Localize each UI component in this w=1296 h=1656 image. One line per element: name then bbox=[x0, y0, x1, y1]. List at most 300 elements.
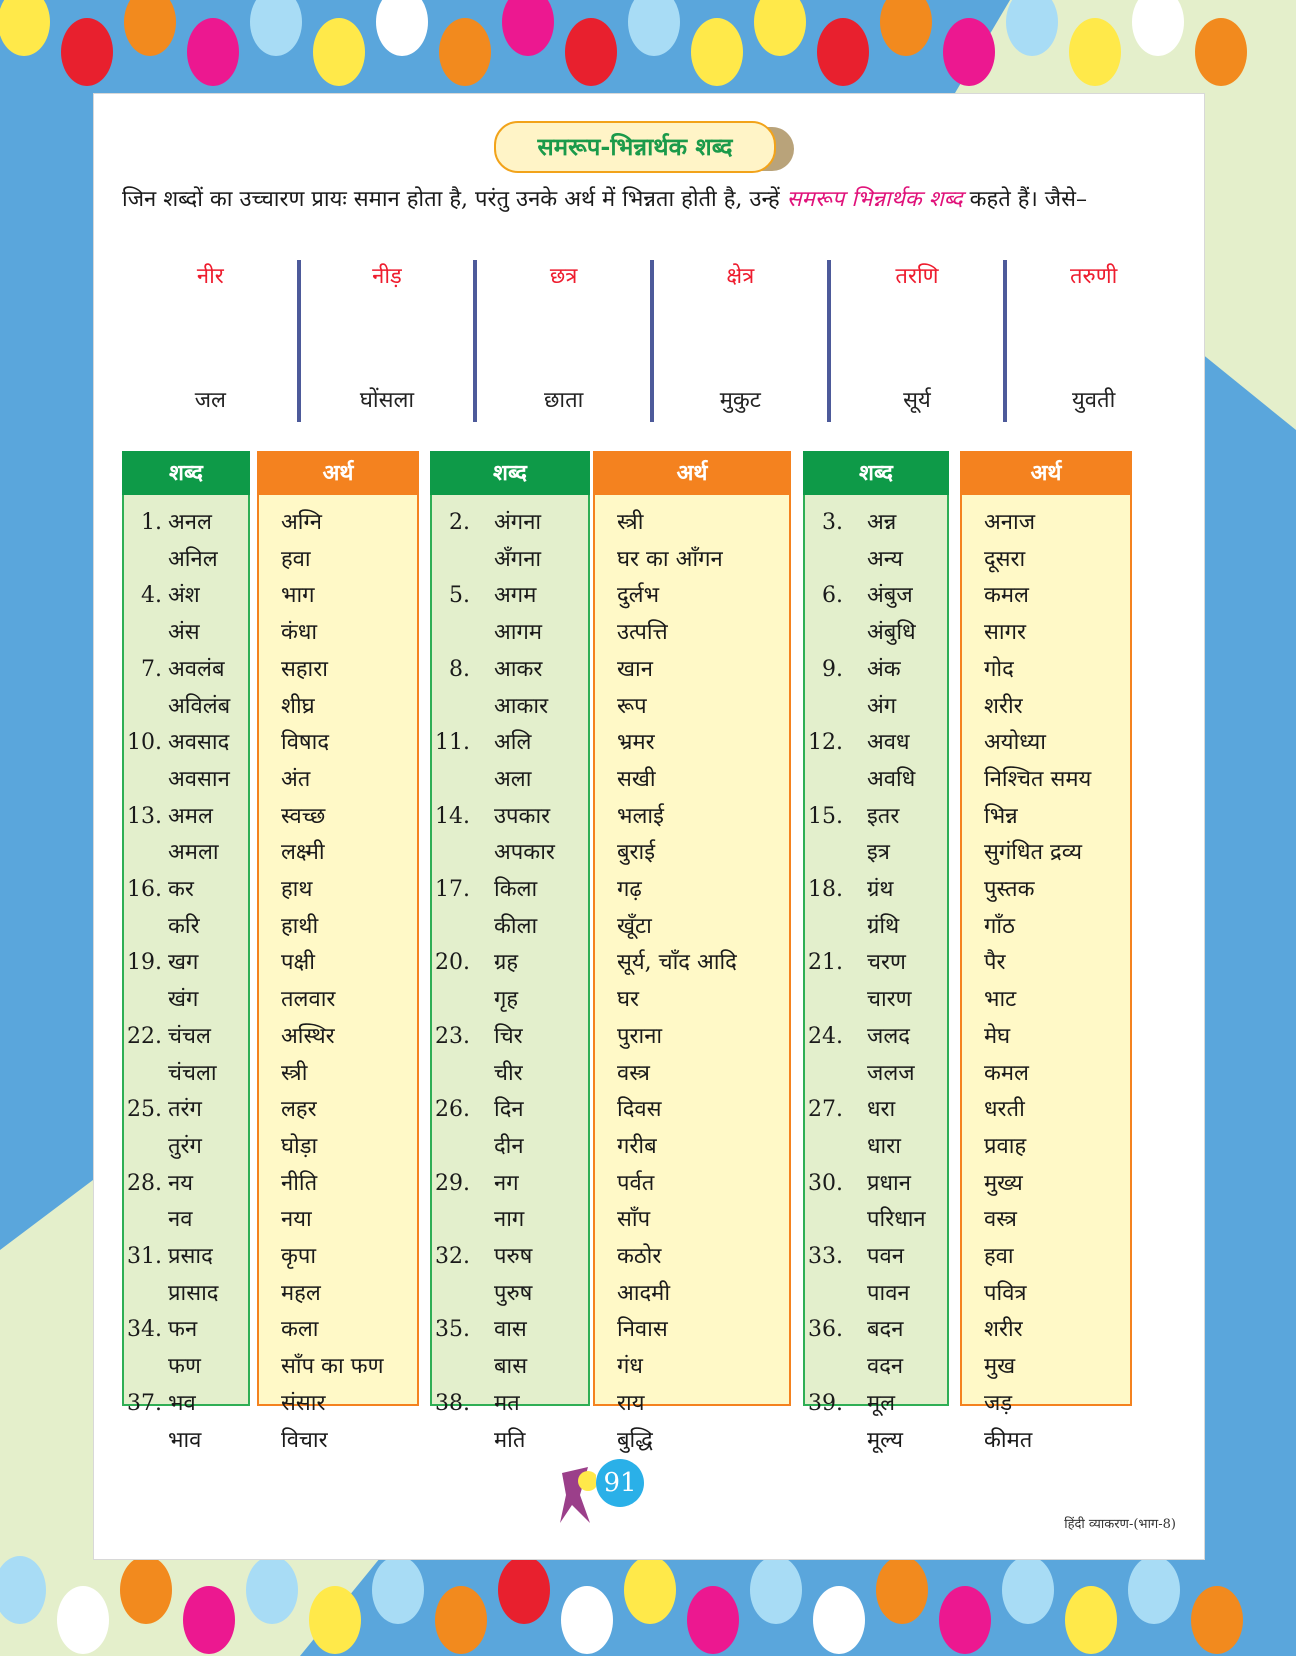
word-text: आकार bbox=[494, 693, 549, 719]
table-row bbox=[259, 945, 417, 981]
row-number: 39. bbox=[808, 1390, 843, 1416]
table-row bbox=[124, 909, 248, 945]
table-row bbox=[124, 762, 248, 798]
word-text: अवध bbox=[867, 730, 910, 756]
table-row bbox=[595, 542, 789, 578]
decorative-dot bbox=[1191, 1586, 1243, 1654]
meaning-text: हाथी bbox=[281, 913, 319, 939]
word-column-body bbox=[122, 495, 250, 1453]
word-text: धारा bbox=[867, 1133, 901, 1159]
word-text: अंबुधि bbox=[867, 620, 916, 646]
table-row bbox=[124, 1386, 248, 1422]
table-row bbox=[595, 1423, 789, 1459]
page-number-badge bbox=[556, 1459, 666, 1529]
table-row bbox=[432, 1423, 588, 1459]
table-row bbox=[962, 762, 1130, 798]
decorative-dot bbox=[561, 1586, 613, 1654]
meaning-text: निश्चित समय bbox=[984, 766, 1092, 792]
word-text: पावन bbox=[867, 1280, 910, 1306]
word-text: अंस bbox=[168, 620, 200, 646]
intro-highlight: समरूप भिन्नार्थक शब्द bbox=[786, 187, 963, 212]
meaning-text: गढ़ bbox=[617, 877, 642, 902]
table-row bbox=[259, 689, 417, 725]
word-text: आकर bbox=[494, 656, 543, 682]
table-row bbox=[124, 689, 248, 725]
table-row bbox=[962, 982, 1130, 1018]
table-row bbox=[962, 1166, 1130, 1202]
table-row bbox=[805, 1166, 947, 1202]
word-text: भव bbox=[168, 1390, 196, 1416]
row-number: 6. bbox=[822, 583, 843, 609]
meaning-text: विषाद bbox=[281, 730, 330, 756]
example-pair bbox=[475, 254, 652, 426]
word-text: अवधि bbox=[867, 766, 916, 792]
table-row bbox=[595, 652, 789, 688]
decorative-dot bbox=[1128, 1556, 1180, 1624]
meaning-header: अर्थ bbox=[593, 451, 791, 495]
word-text: पवन bbox=[867, 1244, 904, 1269]
decorative-dot bbox=[498, 1556, 550, 1624]
row-number: 33. bbox=[808, 1244, 843, 1269]
row-number: 3. bbox=[822, 510, 843, 535]
table-row bbox=[962, 872, 1130, 908]
meaning-text: बुराई bbox=[617, 840, 656, 866]
meaning-text: आदमी bbox=[617, 1280, 671, 1306]
meaning-column bbox=[593, 451, 791, 1453]
table-row bbox=[595, 1239, 789, 1275]
word-text: तरंग bbox=[168, 1097, 202, 1123]
examples-row bbox=[122, 254, 1182, 426]
example-word: तरुणी bbox=[1070, 264, 1118, 289]
decorative-dot bbox=[246, 1556, 298, 1624]
example-meaning: जल bbox=[194, 388, 226, 413]
word-text: ग्रह bbox=[494, 950, 519, 976]
word-text: अंश bbox=[168, 583, 200, 609]
word-text: फण bbox=[168, 1354, 201, 1380]
table-row bbox=[962, 1129, 1130, 1165]
meaning-text: हाथ bbox=[281, 877, 313, 902]
meaning-text: गोद bbox=[984, 656, 1014, 682]
table-row bbox=[962, 652, 1130, 688]
word-text: प्रसाद bbox=[168, 1244, 213, 1269]
meaning-text: सुगंधित द्रव्य bbox=[984, 840, 1082, 866]
table-row bbox=[805, 1056, 947, 1092]
row-number: 25. bbox=[127, 1097, 162, 1123]
table-row bbox=[259, 1166, 417, 1202]
table-row bbox=[962, 578, 1130, 614]
word-text: मूल bbox=[867, 1390, 896, 1416]
meaning-text: दुर्लभ bbox=[617, 583, 660, 609]
word-text: चिर bbox=[494, 1023, 523, 1049]
decorative-dot bbox=[687, 1586, 739, 1654]
meaning-text: निवास bbox=[617, 1317, 668, 1343]
table-row bbox=[962, 1276, 1130, 1312]
meaning-text: सूर्य, चाँद आदि bbox=[617, 950, 737, 976]
table-row bbox=[805, 1092, 947, 1128]
meaning-text: गंध bbox=[617, 1354, 643, 1380]
table-row bbox=[805, 1423, 947, 1459]
table-row bbox=[259, 542, 417, 578]
row-number: 1. bbox=[141, 510, 162, 535]
example-pair bbox=[1005, 254, 1182, 426]
example-divider bbox=[297, 260, 301, 422]
word-column bbox=[430, 451, 590, 1453]
meaning-text: स्वच्छ bbox=[281, 803, 326, 829]
meaning-text: अंत bbox=[281, 766, 311, 792]
table-row bbox=[259, 1239, 417, 1275]
table-row bbox=[124, 945, 248, 981]
table-row bbox=[805, 1312, 947, 1348]
decorative-dot bbox=[120, 1556, 172, 1624]
row-number: 13. bbox=[127, 803, 162, 829]
table-row bbox=[432, 1239, 588, 1275]
meaning-text: विचार bbox=[281, 1427, 328, 1453]
table-row bbox=[432, 1386, 588, 1422]
table-row bbox=[805, 725, 947, 761]
meaning-text: मुख्य bbox=[984, 1170, 1023, 1196]
table-row bbox=[259, 909, 417, 945]
row-number: 38. bbox=[435, 1390, 470, 1416]
table-row bbox=[595, 615, 789, 651]
table-row bbox=[805, 1239, 947, 1275]
row-number: 27. bbox=[808, 1097, 843, 1123]
decorative-dot bbox=[439, 18, 491, 86]
decorative-dot bbox=[817, 18, 869, 86]
word-text: जलद bbox=[867, 1023, 910, 1049]
table-row bbox=[962, 1349, 1130, 1385]
example-pair bbox=[652, 254, 829, 426]
meaning-text: दिवस bbox=[617, 1097, 662, 1123]
table-row bbox=[595, 909, 789, 945]
table-row bbox=[432, 982, 588, 1018]
table-row bbox=[124, 1423, 248, 1459]
table-row bbox=[259, 1423, 417, 1459]
meaning-text: अस्थिर bbox=[281, 1023, 335, 1049]
table-row bbox=[595, 982, 789, 1018]
table-row bbox=[962, 945, 1130, 981]
word-text: वदन bbox=[867, 1354, 904, 1380]
word-text: अँगना bbox=[494, 546, 542, 572]
table-row bbox=[962, 542, 1130, 578]
row-number: 29. bbox=[435, 1170, 470, 1196]
word-text: अन्न bbox=[867, 510, 897, 535]
meaning-text: पवित्र bbox=[984, 1280, 1027, 1306]
meaning-text: लक्ष्मी bbox=[281, 840, 325, 866]
table-row bbox=[805, 982, 947, 1018]
row-number: 34. bbox=[127, 1317, 162, 1343]
table-row bbox=[124, 982, 248, 1018]
word-text: अवलंब bbox=[168, 656, 225, 682]
example-word: क्षेत्र bbox=[726, 264, 755, 289]
meaning-text: गाँठ bbox=[984, 913, 1015, 939]
meaning-text: कमल bbox=[984, 1060, 1029, 1086]
row-number: 24. bbox=[808, 1023, 843, 1049]
decorative-dot bbox=[691, 18, 743, 86]
page-title: समरूप-भिन्नार्थक शब्द bbox=[494, 121, 776, 173]
word-text: नय bbox=[168, 1170, 193, 1196]
meaning-text: हवा bbox=[984, 1244, 1014, 1269]
meaning-text: खान bbox=[617, 656, 653, 682]
word-text: अवसाद bbox=[168, 730, 230, 756]
table-row bbox=[962, 1423, 1130, 1459]
meaning-text: भलाई bbox=[617, 803, 664, 829]
table-row bbox=[962, 1239, 1130, 1275]
row-number: 10. bbox=[127, 730, 162, 756]
row-number: 9. bbox=[822, 656, 843, 682]
row-number: 36. bbox=[808, 1317, 843, 1343]
table-row bbox=[805, 1129, 947, 1165]
table-row bbox=[124, 615, 248, 651]
table-row bbox=[805, 945, 947, 981]
table-row bbox=[259, 1019, 417, 1055]
table-row bbox=[432, 1276, 588, 1312]
table-row bbox=[432, 652, 588, 688]
table-row bbox=[432, 872, 588, 908]
row-number: 5. bbox=[449, 583, 470, 609]
meaning-text: गरीब bbox=[617, 1133, 657, 1159]
meaning-text: खूँटा bbox=[617, 913, 652, 939]
row-number: 8. bbox=[449, 656, 470, 682]
example-word: नीड़ bbox=[372, 264, 402, 289]
table-row bbox=[124, 1312, 248, 1348]
decorative-dot bbox=[943, 18, 995, 86]
meaning-text: अयोध्या bbox=[984, 730, 1046, 756]
example-word: छत्र bbox=[549, 264, 578, 289]
word-text: गृह bbox=[494, 987, 519, 1013]
row-number: 4. bbox=[141, 583, 162, 609]
meaning-text: प्रवाह bbox=[984, 1133, 1027, 1159]
table-row bbox=[805, 689, 947, 725]
word-text: अगम bbox=[494, 583, 537, 609]
meaning-text: सहारा bbox=[281, 656, 328, 682]
word-text: प्रासाद bbox=[168, 1280, 219, 1306]
meaning-column-body bbox=[960, 495, 1132, 1453]
meaning-text: कमल bbox=[984, 583, 1029, 609]
meaning-text: पुस्तक bbox=[984, 877, 1035, 902]
meaning-text: अग्नि bbox=[281, 510, 322, 535]
decorative-dot bbox=[183, 1586, 235, 1654]
table-row bbox=[432, 1166, 588, 1202]
table-row bbox=[259, 835, 417, 871]
decorative-dot bbox=[624, 1556, 676, 1624]
table-row bbox=[259, 615, 417, 651]
table-row bbox=[595, 505, 789, 541]
table-row bbox=[595, 1092, 789, 1128]
table-row bbox=[259, 1276, 417, 1312]
word-text: अमला bbox=[168, 840, 219, 866]
row-number: 37. bbox=[127, 1390, 162, 1416]
table-row bbox=[595, 1276, 789, 1312]
word-column bbox=[122, 451, 250, 1453]
title-badge bbox=[494, 121, 794, 173]
table-row bbox=[962, 725, 1130, 761]
table-row bbox=[805, 872, 947, 908]
decorative-dot bbox=[309, 1586, 361, 1654]
table-row bbox=[124, 578, 248, 614]
row-number: 2. bbox=[449, 510, 470, 535]
table-row bbox=[124, 1092, 248, 1128]
table-row bbox=[595, 1386, 789, 1422]
meaning-text: स्त्री bbox=[281, 1060, 308, 1086]
table-row bbox=[805, 909, 947, 945]
decorative-dot bbox=[187, 18, 239, 86]
meaning-column bbox=[960, 451, 1132, 1453]
meaning-text: भाग bbox=[281, 583, 315, 609]
table-row bbox=[432, 1092, 588, 1128]
table-row bbox=[432, 762, 588, 798]
row-number: 26. bbox=[435, 1097, 470, 1123]
footer-book-title: हिंदी व्याकरण-(भाग-8) bbox=[1064, 1517, 1176, 1532]
decorative-dot bbox=[372, 1556, 424, 1624]
word-text: नग bbox=[494, 1170, 519, 1196]
row-number: 21. bbox=[808, 950, 843, 976]
ribbon-icon bbox=[556, 1465, 596, 1525]
decorative-dot bbox=[61, 18, 113, 86]
meaning-text: मेघ bbox=[984, 1023, 1011, 1049]
meaning-text: नीति bbox=[281, 1170, 318, 1196]
example-divider bbox=[473, 260, 477, 422]
table-row bbox=[595, 1129, 789, 1165]
table-row bbox=[595, 1349, 789, 1385]
word-text: धरा bbox=[867, 1097, 896, 1123]
row-number: 32. bbox=[435, 1244, 470, 1269]
word-header: शब्द bbox=[122, 451, 250, 495]
word-text: बास bbox=[494, 1354, 528, 1380]
table-row bbox=[259, 982, 417, 1018]
decorative-dot bbox=[1065, 1586, 1117, 1654]
row-number: 22. bbox=[127, 1023, 162, 1049]
table-row bbox=[124, 1056, 248, 1092]
meaning-text: कला bbox=[281, 1317, 319, 1343]
word-text: अविलंब bbox=[168, 693, 231, 719]
meaning-text: कठोर bbox=[617, 1244, 662, 1269]
word-text: तुरंग bbox=[168, 1133, 202, 1159]
decorative-dot bbox=[435, 1586, 487, 1654]
decorative-dot bbox=[876, 1556, 928, 1624]
table-row bbox=[259, 578, 417, 614]
table-row bbox=[805, 505, 947, 541]
intro-text-after: कहते हैं। जैसे– bbox=[962, 187, 1087, 212]
table-row bbox=[962, 689, 1130, 725]
table-row bbox=[259, 1312, 417, 1348]
decorative-dot bbox=[1195, 18, 1247, 86]
meaning-text: वस्त्र bbox=[984, 1207, 1017, 1233]
table-row bbox=[432, 1129, 588, 1165]
table-row bbox=[962, 1056, 1130, 1092]
word-text: चीर bbox=[494, 1060, 523, 1086]
row-number: 31. bbox=[127, 1244, 162, 1269]
table-row bbox=[432, 689, 588, 725]
word-text: नव bbox=[168, 1207, 193, 1233]
meaning-text: कंधा bbox=[281, 620, 318, 646]
row-number: 18. bbox=[808, 877, 843, 902]
word-text: चारण bbox=[867, 987, 912, 1013]
decorative-dot bbox=[813, 1586, 865, 1654]
table-row bbox=[432, 542, 588, 578]
table-row bbox=[259, 799, 417, 835]
meaning-text: अनाज bbox=[984, 510, 1036, 535]
row-number: 14. bbox=[435, 803, 470, 829]
intro-paragraph bbox=[122, 182, 1182, 218]
word-text: अंग bbox=[867, 693, 897, 719]
table-row bbox=[805, 1019, 947, 1055]
word-text: बदन bbox=[867, 1317, 904, 1343]
table-row bbox=[805, 1276, 947, 1312]
word-text: आगम bbox=[494, 620, 543, 646]
table-row bbox=[432, 835, 588, 871]
word-text: अपकार bbox=[494, 840, 555, 866]
table-row bbox=[259, 1386, 417, 1422]
decorative-dot bbox=[750, 1556, 802, 1624]
meaning-text: राय bbox=[617, 1390, 645, 1416]
meaning-text: लहर bbox=[281, 1097, 317, 1123]
table-row bbox=[805, 762, 947, 798]
row-number: 30. bbox=[808, 1170, 843, 1196]
decorative-dot bbox=[313, 18, 365, 86]
meaning-text: शरीर bbox=[984, 1317, 1023, 1343]
meaning-text: भाट bbox=[984, 987, 1017, 1013]
table-row bbox=[595, 1056, 789, 1092]
row-number: 20. bbox=[435, 950, 470, 976]
table-row bbox=[259, 505, 417, 541]
table-row bbox=[259, 1349, 417, 1385]
table-row bbox=[124, 1239, 248, 1275]
table-row bbox=[962, 505, 1130, 541]
meaning-text: कीमत bbox=[984, 1427, 1033, 1453]
row-number: 11. bbox=[435, 730, 470, 756]
meaning-text: बुद्धि bbox=[617, 1427, 653, 1453]
table-row bbox=[805, 652, 947, 688]
word-text: खंग bbox=[168, 987, 199, 1013]
meaning-text: नया bbox=[281, 1207, 312, 1233]
word-text: जलज bbox=[867, 1060, 915, 1086]
word-text: परिधान bbox=[867, 1207, 926, 1233]
word-text: प्रधान bbox=[867, 1170, 911, 1196]
meaning-text: साँप bbox=[617, 1207, 651, 1233]
row-number: 17. bbox=[435, 877, 470, 902]
table-row bbox=[124, 1019, 248, 1055]
word-header: शब्द bbox=[803, 451, 949, 495]
table-row bbox=[124, 872, 248, 908]
example-meaning: युवती bbox=[1072, 388, 1116, 413]
table-row bbox=[595, 945, 789, 981]
word-text: अन्य bbox=[867, 546, 904, 572]
table-row bbox=[805, 615, 947, 651]
table-row bbox=[124, 1129, 248, 1165]
meaning-text: भिन्न bbox=[984, 803, 1018, 829]
table-row bbox=[124, 1276, 248, 1312]
table-row bbox=[595, 1166, 789, 1202]
word-text: मति bbox=[494, 1427, 526, 1453]
row-number: 19. bbox=[127, 950, 162, 976]
table-row bbox=[595, 799, 789, 835]
table-row bbox=[595, 872, 789, 908]
meaning-text: सखी bbox=[617, 766, 656, 792]
word-text: ग्रंथि bbox=[867, 913, 900, 939]
word-text: इत्र bbox=[867, 840, 890, 866]
page-number: 91 bbox=[596, 1459, 644, 1507]
meaning-text: मुख bbox=[984, 1354, 1016, 1380]
example-pair bbox=[122, 254, 299, 426]
table-row bbox=[259, 1202, 417, 1238]
word-text: मत bbox=[494, 1390, 520, 1416]
word-text: इतर bbox=[867, 803, 900, 829]
table-row bbox=[595, 1019, 789, 1055]
table-row bbox=[124, 1349, 248, 1385]
meaning-text: साँप का फण bbox=[281, 1354, 384, 1380]
worksheet-page bbox=[93, 93, 1205, 1560]
row-number: 12. bbox=[808, 730, 843, 756]
